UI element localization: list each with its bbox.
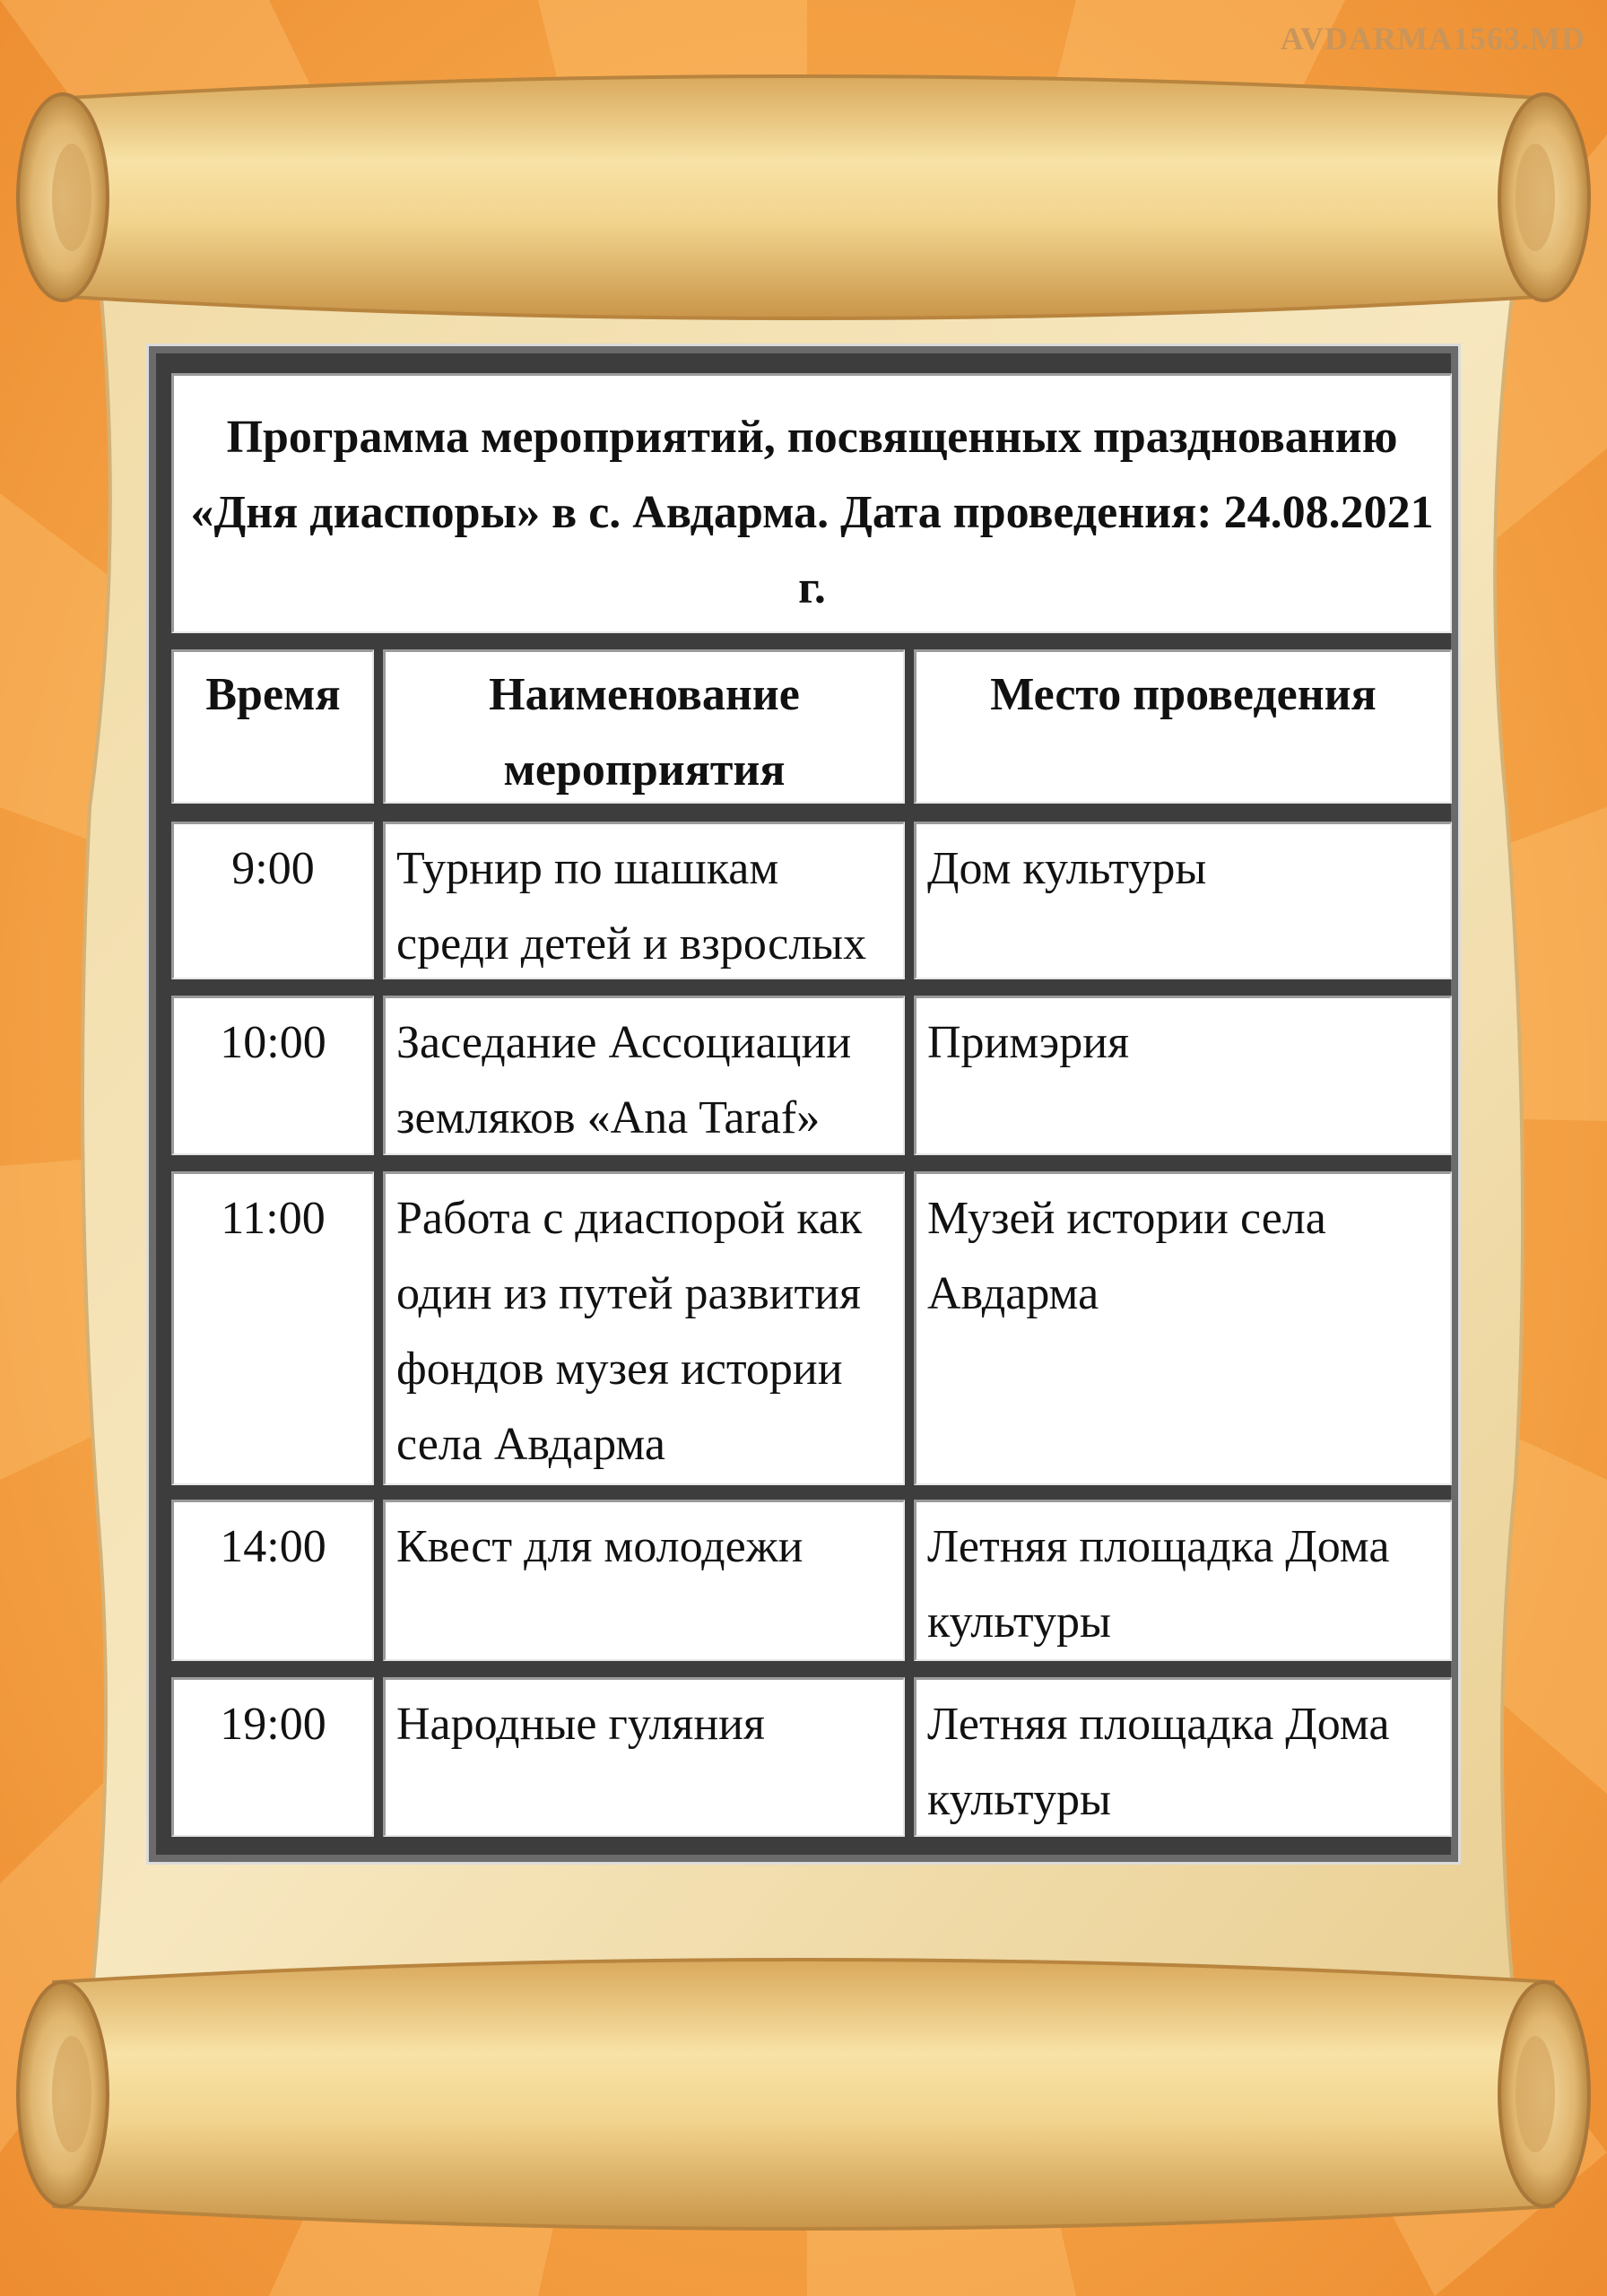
table-title-text: Программа мероприятий, посвященных празднованию «Дня диаспоры» в с. Авдарма. Дата проведения: 24.08.2021 г. — [190, 411, 1434, 613]
site-watermark: AVDARMA1563.MD — [1280, 21, 1585, 57]
row-4-time: 14:00 — [171, 1500, 374, 1661]
row-3-place: Музей истории села Авдарма — [914, 1171, 1452, 1485]
row-5-place: Летняя площадка Дома культуры — [914, 1677, 1452, 1837]
row-2-place: Примэрия — [914, 996, 1452, 1155]
row-5-time: 19:00 — [171, 1677, 374, 1837]
table-title — [171, 373, 1452, 633]
row-1-event: Турнир по шашкам среди детей и взрослых — [383, 822, 905, 979]
program-table — [146, 344, 1461, 1865]
row-1-time: 9:00 — [171, 822, 374, 979]
header-place: Место проведения — [914, 649, 1452, 804]
row-4-event: Квест для молодежи — [383, 1500, 905, 1661]
row-2-time: 10:00 — [171, 996, 374, 1155]
row-4-place: Летняя площадка Дома культуры — [914, 1500, 1452, 1661]
header-time: Время — [171, 649, 374, 804]
row-1-place: Дом культуры — [914, 822, 1452, 979]
table-frame — [156, 353, 1451, 1855]
row-3-event: Работа с диаспорой как один из путей развития фондов музея истории села Авдарма — [383, 1171, 905, 1485]
header-event: Наименование мероприятия — [383, 649, 905, 804]
row-5-event: Народные гуляния — [383, 1677, 905, 1837]
row-3-time: 11:00 — [171, 1171, 374, 1485]
row-2-event: Заседание Ассоциации земляков «Ana Taraf» — [383, 996, 905, 1155]
